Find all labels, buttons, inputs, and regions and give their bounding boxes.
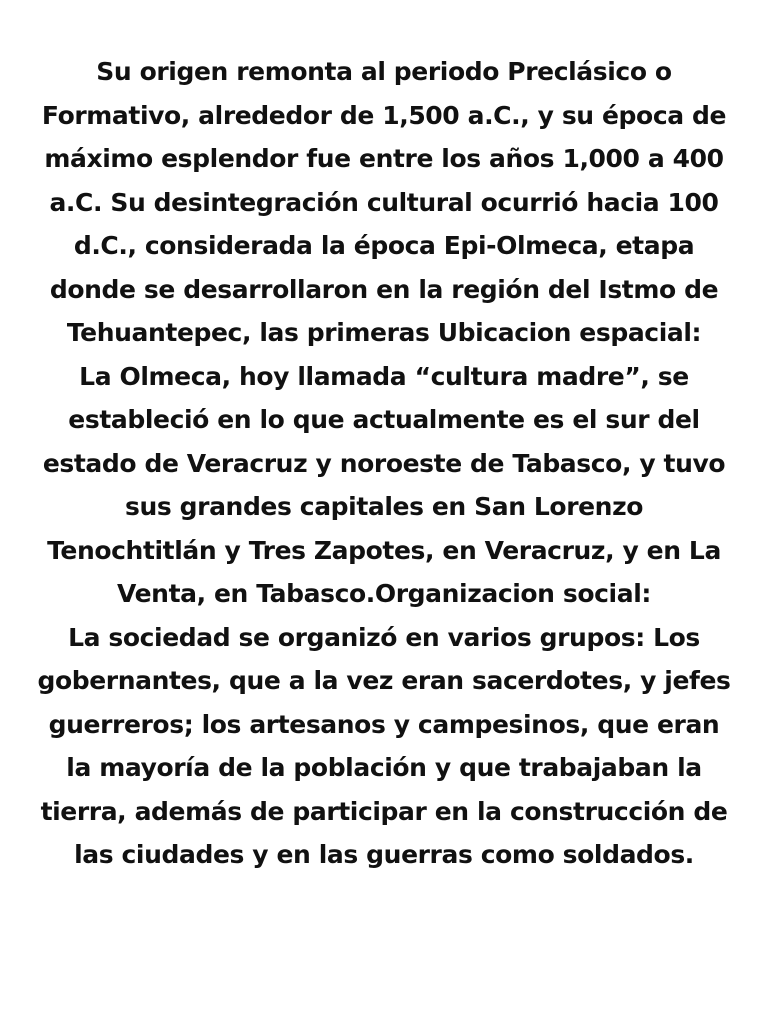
text-line-15: gobernantes, que a la vez eran sacerdotes, y jefes: [37, 666, 731, 695]
text-line-11: sus grandes capitales en San Lorenzo: [124, 492, 644, 521]
text-line-13: Venta, en Tabasco.Organizacion social:: [117, 579, 651, 608]
text-line-9: estableció en lo que actualmente es el sur del: [68, 405, 700, 434]
body-text: [22, 50, 746, 877]
text-line-3: máximo esplendor fue entre los años 1,000 a 400: [44, 144, 724, 173]
text-line-18: tierra, además de participar en la construcción de: [40, 796, 728, 826]
text-line-8: La Olmeca, hoy llamada “cultura madre”, se: [79, 361, 689, 391]
text-line-1: Su origen remonta al periodo Preclásico o: [96, 57, 672, 86]
text-line-7: Tehuantepec, las primeras Ubicacion espacial:: [66, 318, 702, 347]
text-line-19: las ciudades y en las guerras como soldados.: [74, 840, 694, 869]
text-line-5: d.C., considerada la época Epi-Olmeca, etapa: [73, 231, 695, 260]
text-line-16: guerreros; los artesanos y campesinos, que eran: [48, 709, 720, 739]
text-line-14: La sociedad se organizó en varios grupos: Los: [68, 622, 700, 652]
text-line-4: a.C. Su desintegración cultural ocurrió hacia 100: [49, 187, 719, 217]
text-line-10: estado de Veracruz y noroeste de Tabasco, y tuvo: [42, 448, 726, 478]
text-line-12: Tenochtitlán y Tres Zapotes, en Veracruz, y en La: [47, 535, 721, 565]
text-line-17: la mayoría de la población y que trabajaban la: [66, 753, 702, 782]
text-line-2: Formativo, alrededor de 1,500 a.C., y su época de: [41, 100, 727, 130]
text-line-6: donde se desarrollaron en la región del Istmo de: [49, 274, 719, 304]
document-page: [0, 50, 768, 877]
